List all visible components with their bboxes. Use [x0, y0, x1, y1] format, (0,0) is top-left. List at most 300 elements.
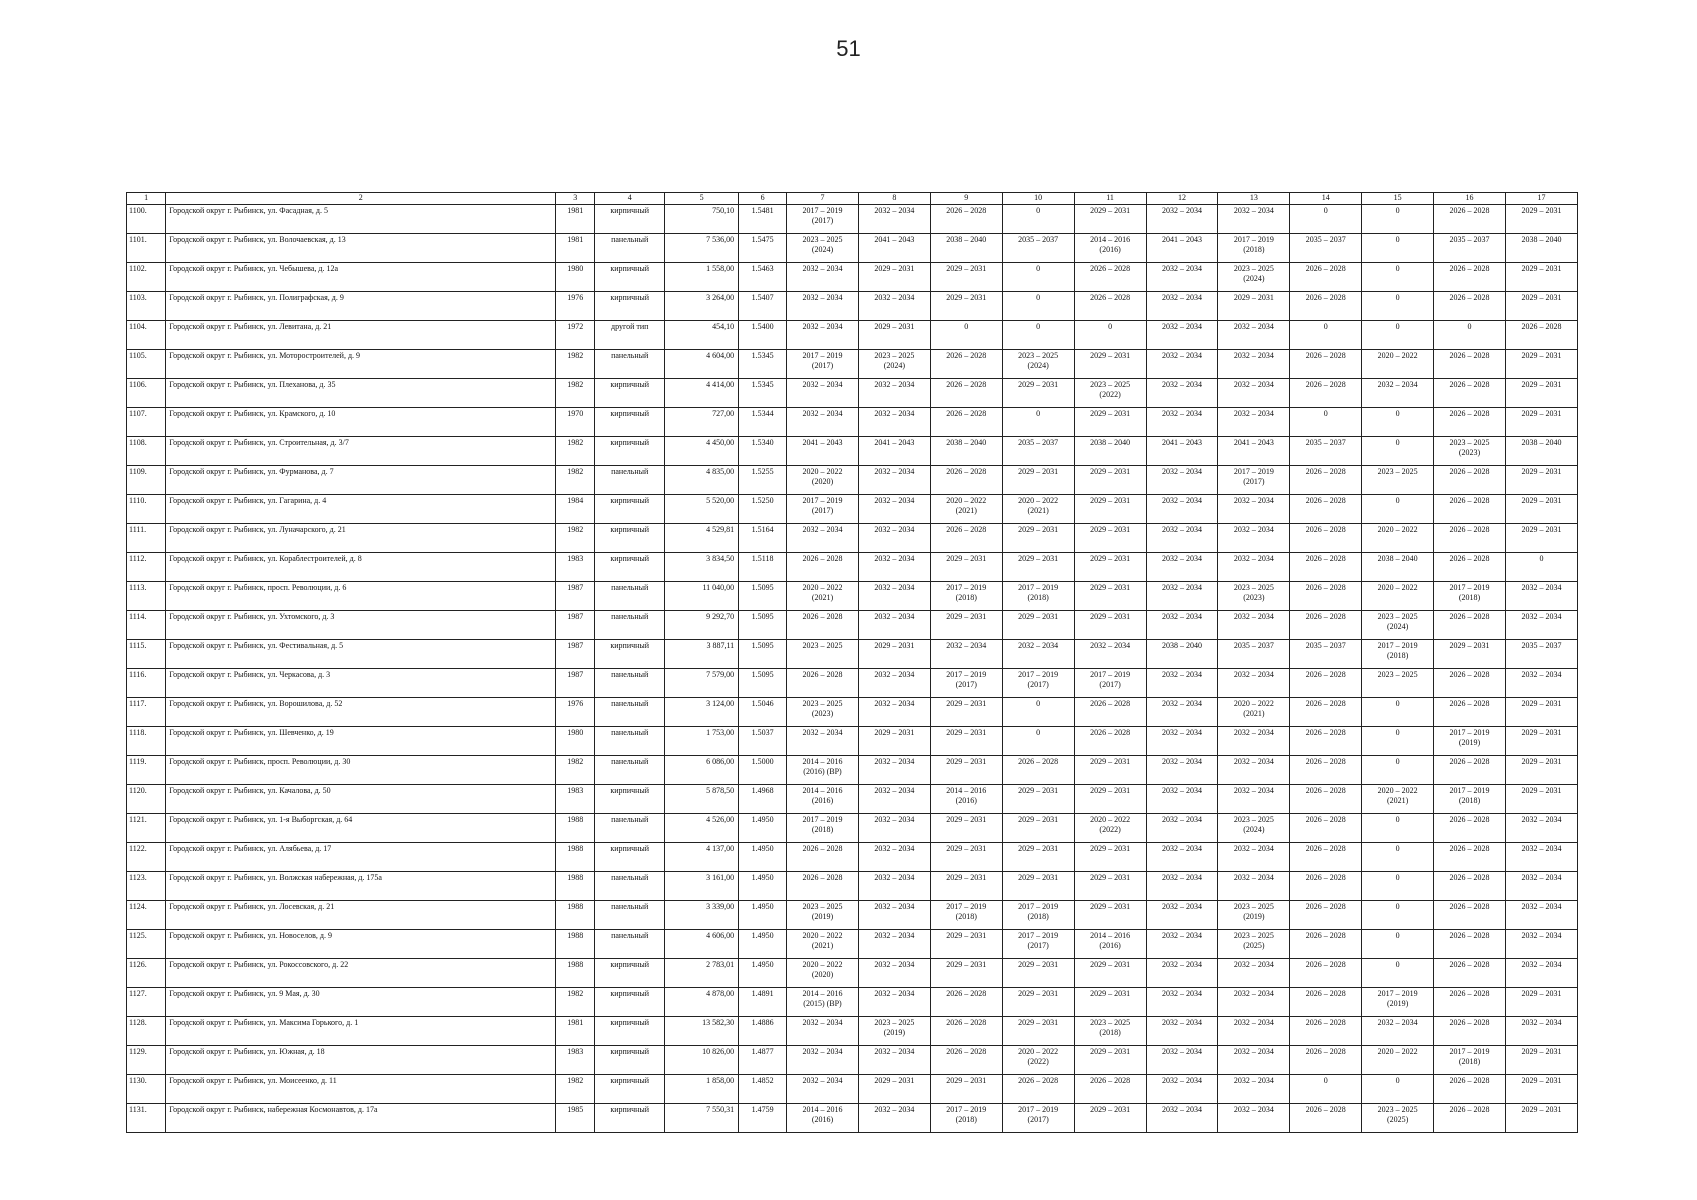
index-cell: 1.5400 — [739, 321, 787, 350]
period-cell: 2032 – 2034 — [1218, 669, 1290, 698]
period-cell: 2032 – 2034 — [787, 727, 859, 756]
row-number-cell: 1108. — [127, 437, 166, 466]
period-cell: 2032 – 2034 — [1146, 901, 1218, 930]
period-cell: 2026 – 2028 — [1434, 901, 1506, 930]
index-cell: 1.5037 — [739, 727, 787, 756]
wall-material-cell: кирпичный — [595, 495, 665, 524]
index-cell: 1.4891 — [739, 988, 787, 1017]
period-cell: 2026 – 2028 — [1434, 1104, 1506, 1133]
address-cell: Городской округ г. Рыбинск, ул. Гагарина, д. 4 — [166, 495, 556, 524]
period-cell: 2032 – 2034 — [787, 1075, 859, 1104]
area-cell: 4 414,00 — [665, 379, 739, 408]
period-cell: 2032 – 2034 — [1218, 1017, 1290, 1046]
period-cell: 2035 – 2037 — [1290, 234, 1362, 263]
period-cell: 2032 – 2034 — [858, 553, 930, 582]
period-cell: 2035 – 2037 — [1002, 234, 1074, 263]
index-cell: 1.5344 — [739, 408, 787, 437]
period-cell: 0 — [1002, 698, 1074, 727]
wall-material-cell: кирпичный — [595, 1075, 665, 1104]
period-cell: 2029 – 2031 — [930, 292, 1002, 321]
index-cell: 1.5340 — [739, 437, 787, 466]
table-row — [127, 292, 1578, 321]
wall-material-cell: панельный — [595, 611, 665, 640]
period-cell: 2029 – 2031 — [930, 814, 1002, 843]
index-cell: 1.5475 — [739, 234, 787, 263]
year-cell: 1988 — [556, 901, 595, 930]
period-cell: 2032 – 2034 — [1218, 1104, 1290, 1133]
wall-material-cell: кирпичный — [595, 1104, 665, 1133]
period-cell: 2032 – 2034 — [858, 698, 930, 727]
year-cell: 1982 — [556, 437, 595, 466]
period-cell: 2023 – 2025 (2019) — [858, 1017, 930, 1046]
table-row — [127, 553, 1578, 582]
area-cell: 4 606,00 — [665, 930, 739, 959]
period-cell: 2041 – 2043 — [787, 437, 859, 466]
period-cell: 2032 – 2034 — [858, 669, 930, 698]
address-cell: Городской округ г. Рыбинск, ул. Новоселов, д. 9 — [166, 930, 556, 959]
period-cell: 2020 – 2022 — [1362, 524, 1434, 553]
period-cell: 0 — [1362, 408, 1434, 437]
index-cell: 1.5407 — [739, 292, 787, 321]
period-cell: 2026 – 2028 — [787, 553, 859, 582]
period-cell: 2029 – 2031 — [858, 321, 930, 350]
area-cell: 3 887,11 — [665, 640, 739, 669]
period-cell: 2017 – 2019 (2018) — [930, 582, 1002, 611]
period-cell: 2026 – 2028 — [1074, 727, 1146, 756]
period-cell: 2026 – 2028 — [1290, 379, 1362, 408]
period-cell: 2035 – 2037 — [1290, 640, 1362, 669]
period-cell: 2032 – 2034 — [787, 524, 859, 553]
period-cell: 2026 – 2028 — [1290, 843, 1362, 872]
table-row — [127, 698, 1578, 727]
period-cell: 0 — [1362, 263, 1434, 292]
table-row — [127, 234, 1578, 263]
wall-material-cell: кирпичный — [595, 205, 665, 234]
period-cell: 2032 – 2034 — [787, 263, 859, 292]
period-cell: 2032 – 2034 — [1218, 524, 1290, 553]
period-cell: 0 — [1362, 814, 1434, 843]
period-cell: 0 — [1362, 437, 1434, 466]
period-cell: 2029 – 2031 — [1505, 466, 1577, 495]
year-cell: 1982 — [556, 379, 595, 408]
column-header-17: 17 — [1505, 193, 1577, 205]
period-cell: 0 — [1002, 321, 1074, 350]
period-cell: 2029 – 2031 — [930, 756, 1002, 785]
period-cell: 2026 – 2028 — [1290, 1104, 1362, 1133]
period-cell: 2032 – 2034 — [858, 872, 930, 901]
period-cell: 2026 – 2028 — [1002, 756, 1074, 785]
period-cell: 2026 – 2028 — [1434, 466, 1506, 495]
period-cell: 2026 – 2028 — [1434, 756, 1506, 785]
period-cell: 2017 – 2019 (2018) — [930, 901, 1002, 930]
period-cell: 2041 – 2043 — [858, 234, 930, 263]
period-cell: 2032 – 2034 — [787, 292, 859, 321]
column-header-1: 1 — [127, 193, 166, 205]
period-cell: 2026 – 2028 — [1074, 292, 1146, 321]
period-cell: 0 — [1002, 408, 1074, 437]
table-row — [127, 582, 1578, 611]
year-cell: 1983 — [556, 785, 595, 814]
row-number-cell: 1127. — [127, 988, 166, 1017]
year-cell: 1984 — [556, 495, 595, 524]
year-cell: 1987 — [556, 669, 595, 698]
period-cell: 2029 – 2031 — [1434, 640, 1506, 669]
period-cell: 0 — [1362, 205, 1434, 234]
period-cell: 0 — [1002, 727, 1074, 756]
table-row — [127, 756, 1578, 785]
index-cell: 1.5164 — [739, 524, 787, 553]
period-cell: 2032 – 2034 — [1146, 930, 1218, 959]
period-cell: 2029 – 2031 — [1505, 350, 1577, 379]
period-cell: 2026 – 2028 — [1290, 524, 1362, 553]
period-cell: 2023 – 2025 (2019) — [1218, 901, 1290, 930]
period-cell: 2023 – 2025 (2023) — [1218, 582, 1290, 611]
wall-material-cell: кирпичный — [595, 263, 665, 292]
period-cell: 2029 – 2031 — [858, 727, 930, 756]
row-number-cell: 1112. — [127, 553, 166, 582]
period-cell: 2032 – 2034 — [930, 640, 1002, 669]
year-cell: 1987 — [556, 582, 595, 611]
period-cell: 2032 – 2034 — [1362, 379, 1434, 408]
address-cell: Городской округ г. Рыбинск, ул. Фурманова, д. 7 — [166, 466, 556, 495]
period-cell: 2032 – 2034 — [1146, 524, 1218, 553]
period-cell: 2026 – 2028 — [1434, 1075, 1506, 1104]
wall-material-cell: панельный — [595, 727, 665, 756]
period-cell: 2035 – 2037 — [1218, 640, 1290, 669]
period-cell: 2017 – 2019 (2018) — [1002, 901, 1074, 930]
period-cell: 2014 – 2016 (2016) (ВР) — [787, 756, 859, 785]
period-cell: 2032 – 2034 — [1218, 553, 1290, 582]
index-cell: 1.4950 — [739, 814, 787, 843]
period-cell: 2029 – 2031 — [1074, 959, 1146, 988]
index-cell: 1.5345 — [739, 350, 787, 379]
period-cell: 2017 – 2019 (2018) — [1002, 582, 1074, 611]
area-cell: 3 264,00 — [665, 292, 739, 321]
table-row — [127, 611, 1578, 640]
period-cell: 2032 – 2034 — [1002, 640, 1074, 669]
address-cell: Городской округ г. Рыбинск, ул. Крамского, д. 10 — [166, 408, 556, 437]
table-row — [127, 437, 1578, 466]
period-cell: 2032 – 2034 — [1146, 1017, 1218, 1046]
period-cell: 0 — [1362, 234, 1434, 263]
period-cell: 2026 – 2028 — [1434, 553, 1506, 582]
period-cell: 2032 – 2034 — [1146, 582, 1218, 611]
wall-material-cell: панельный — [595, 872, 665, 901]
period-cell: 2029 – 2031 — [1074, 1046, 1146, 1075]
wall-material-cell: панельный — [595, 814, 665, 843]
period-cell: 2029 – 2031 — [1074, 1104, 1146, 1133]
address-cell: Городской округ г. Рыбинск, ул. Черкасова, д. 3 — [166, 669, 556, 698]
period-cell: 2023 – 2025 (2024) — [1218, 814, 1290, 843]
period-cell: 2014 – 2016 (2016) — [930, 785, 1002, 814]
address-cell: Городской округ г. Рыбинск, ул. Фестивальная, д. 5 — [166, 640, 556, 669]
year-cell: 1982 — [556, 1075, 595, 1104]
year-cell: 1985 — [556, 1104, 595, 1133]
period-cell: 2014 – 2016 (2016) — [787, 785, 859, 814]
period-cell: 0 — [1362, 292, 1434, 321]
period-cell: 2029 – 2031 — [1074, 843, 1146, 872]
row-number-cell: 1130. — [127, 1075, 166, 1104]
period-cell: 2023 – 2025 (2022) — [1074, 379, 1146, 408]
period-cell: 2032 – 2034 — [1146, 350, 1218, 379]
period-cell: 2029 – 2031 — [1505, 1075, 1577, 1104]
address-cell: Городской округ г. Рыбинск, просп. Революции, д. 30 — [166, 756, 556, 785]
year-cell: 1988 — [556, 843, 595, 872]
period-cell: 2017 – 2019 (2017) — [787, 205, 859, 234]
wall-material-cell: кирпичный — [595, 437, 665, 466]
period-cell: 2020 – 2022 (2021) — [1002, 495, 1074, 524]
period-cell: 2029 – 2031 — [1002, 988, 1074, 1017]
period-cell: 2020 – 2022 (2021) — [787, 930, 859, 959]
address-cell: Городской округ г. Рыбинск, ул. Кораблестроителей, д. 8 — [166, 553, 556, 582]
period-cell: 2032 – 2034 — [1146, 292, 1218, 321]
period-cell: 2032 – 2034 — [1218, 959, 1290, 988]
period-cell: 2026 – 2028 — [1434, 611, 1506, 640]
period-cell: 2032 – 2034 — [1146, 843, 1218, 872]
period-cell: 2032 – 2034 — [1218, 1046, 1290, 1075]
row-number-cell: 1114. — [127, 611, 166, 640]
year-cell: 1983 — [556, 1046, 595, 1075]
address-cell: Городской округ г. Рыбинск, просп. Революции, д. 6 — [166, 582, 556, 611]
period-cell: 2026 – 2028 — [1290, 1046, 1362, 1075]
period-cell: 2029 – 2031 — [1074, 524, 1146, 553]
year-cell: 1981 — [556, 205, 595, 234]
period-cell: 2032 – 2034 — [1218, 988, 1290, 1017]
period-cell: 0 — [1434, 321, 1506, 350]
table-row — [127, 959, 1578, 988]
period-cell: 2026 – 2028 — [1290, 901, 1362, 930]
period-cell: 2026 – 2028 — [1434, 814, 1506, 843]
period-cell: 2023 – 2025 — [787, 640, 859, 669]
wall-material-cell: кирпичный — [595, 1046, 665, 1075]
column-header-2: 2 — [166, 193, 556, 205]
period-cell: 2029 – 2031 — [930, 872, 1002, 901]
year-cell: 1982 — [556, 524, 595, 553]
period-cell: 2023 – 2025 — [1362, 466, 1434, 495]
index-cell: 1.4950 — [739, 959, 787, 988]
period-cell: 2017 – 2019 (2017) — [787, 495, 859, 524]
table-row — [127, 727, 1578, 756]
period-cell: 2029 – 2031 — [1002, 785, 1074, 814]
area-cell: 9 292,70 — [665, 611, 739, 640]
period-cell: 2032 – 2034 — [858, 843, 930, 872]
table-row — [127, 1104, 1578, 1133]
period-cell: 2035 – 2037 — [1002, 437, 1074, 466]
row-number-cell: 1102. — [127, 263, 166, 292]
period-cell: 2026 – 2028 — [930, 466, 1002, 495]
year-cell: 1976 — [556, 292, 595, 321]
column-number-row — [127, 193, 1578, 205]
period-cell: 2026 – 2028 — [1290, 466, 1362, 495]
period-cell: 2032 – 2034 — [1146, 1046, 1218, 1075]
period-cell: 2029 – 2031 — [1505, 263, 1577, 292]
period-cell: 2026 – 2028 — [1434, 988, 1506, 1017]
year-cell: 1982 — [556, 756, 595, 785]
period-cell: 2032 – 2034 — [1505, 669, 1577, 698]
period-cell: 2032 – 2034 — [787, 1046, 859, 1075]
period-cell: 2014 – 2016 (2016) — [1074, 930, 1146, 959]
column-header-7: 7 — [787, 193, 859, 205]
period-cell: 2026 – 2028 — [1290, 582, 1362, 611]
period-cell: 2026 – 2028 — [1434, 843, 1506, 872]
wall-material-cell: кирпичный — [595, 959, 665, 988]
index-cell: 1.5250 — [739, 495, 787, 524]
row-number-cell: 1120. — [127, 785, 166, 814]
period-cell: 2032 – 2034 — [787, 1017, 859, 1046]
period-cell: 2029 – 2031 — [930, 698, 1002, 727]
area-cell: 1 858,00 — [665, 1075, 739, 1104]
address-cell: Городской округ г. Рыбинск, ул. Волжская набережная, д. 175а — [166, 872, 556, 901]
wall-material-cell: панельный — [595, 756, 665, 785]
year-cell: 1987 — [556, 640, 595, 669]
period-cell: 2032 – 2034 — [858, 959, 930, 988]
period-cell: 0 — [1362, 698, 1434, 727]
period-cell: 2020 – 2022 (2022) — [1002, 1046, 1074, 1075]
period-cell: 2023 – 2025 (2023) — [787, 698, 859, 727]
address-cell: Городской округ г. Рыбинск, ул. Алябьева, д. 17 — [166, 843, 556, 872]
period-cell: 2029 – 2031 — [1505, 292, 1577, 321]
year-cell: 1982 — [556, 988, 595, 1017]
period-cell: 0 — [1362, 1075, 1434, 1104]
index-cell: 1.4886 — [739, 1017, 787, 1046]
period-cell: 2032 – 2034 — [1218, 785, 1290, 814]
wall-material-cell: другой тип — [595, 321, 665, 350]
period-cell: 2035 – 2037 — [1290, 437, 1362, 466]
period-cell: 2029 – 2031 — [1505, 1104, 1577, 1133]
period-cell: 2026 – 2028 — [1434, 872, 1506, 901]
period-cell: 2038 – 2040 — [1362, 553, 1434, 582]
period-cell: 2026 – 2028 — [1434, 524, 1506, 553]
period-cell: 2020 – 2022 (2021) — [930, 495, 1002, 524]
period-cell: 0 — [1505, 553, 1577, 582]
period-cell: 2029 – 2031 — [858, 1075, 930, 1104]
year-cell: 1987 — [556, 611, 595, 640]
period-cell: 2023 – 2025 (2025) — [1218, 930, 1290, 959]
area-cell: 3 834,50 — [665, 553, 739, 582]
period-cell: 2026 – 2028 — [930, 988, 1002, 1017]
period-cell: 2023 – 2025 (2025) — [1362, 1104, 1434, 1133]
wall-material-cell: панельный — [595, 698, 665, 727]
period-cell: 2026 – 2028 — [1505, 321, 1577, 350]
period-cell: 2029 – 2031 — [1074, 756, 1146, 785]
row-number-cell: 1131. — [127, 1104, 166, 1133]
index-cell: 1.4852 — [739, 1075, 787, 1104]
period-cell: 2017 – 2019 (2017) — [1002, 669, 1074, 698]
period-cell: 2032 – 2034 — [858, 785, 930, 814]
period-cell: 2029 – 2031 — [1002, 611, 1074, 640]
address-cell: Городской округ г. Рыбинск, ул. Качалова, д. 50 — [166, 785, 556, 814]
period-cell: 2029 – 2031 — [1002, 1017, 1074, 1046]
period-cell: 2029 – 2031 — [1505, 205, 1577, 234]
period-cell: 2032 – 2034 — [1146, 872, 1218, 901]
period-cell: 0 — [1362, 321, 1434, 350]
period-cell: 2020 – 2022 — [1362, 1046, 1434, 1075]
year-cell: 1976 — [556, 698, 595, 727]
period-cell: 2017 – 2019 (2018) — [1218, 234, 1290, 263]
period-cell: 2032 – 2034 — [858, 901, 930, 930]
period-cell: 0 — [1362, 756, 1434, 785]
period-cell: 2023 – 2025 (2024) — [787, 234, 859, 263]
period-cell: 2029 – 2031 — [1002, 843, 1074, 872]
year-cell: 1980 — [556, 727, 595, 756]
wall-material-cell: кирпичный — [595, 988, 665, 1017]
period-cell: 2023 – 2025 (2023) — [1434, 437, 1506, 466]
period-cell: 2020 – 2022 (2021) — [1218, 698, 1290, 727]
period-cell: 2032 – 2034 — [1505, 959, 1577, 988]
period-cell: 2032 – 2034 — [787, 408, 859, 437]
wall-material-cell: панельный — [595, 582, 665, 611]
index-cell: 1.5345 — [739, 379, 787, 408]
period-cell: 2032 – 2034 — [1505, 1017, 1577, 1046]
period-cell: 2029 – 2031 — [1002, 466, 1074, 495]
period-cell: 2032 – 2034 — [858, 930, 930, 959]
period-cell: 2032 – 2034 — [1505, 901, 1577, 930]
table-row — [127, 814, 1578, 843]
address-cell: Городской округ г. Рыбинск, ул. Волочаевская, д. 13 — [166, 234, 556, 263]
period-cell: 2032 – 2034 — [1146, 698, 1218, 727]
period-cell: 2020 – 2022 — [1362, 350, 1434, 379]
period-cell: 2029 – 2031 — [1505, 379, 1577, 408]
period-cell: 2032 – 2034 — [1074, 640, 1146, 669]
period-cell: 2029 – 2031 — [1002, 524, 1074, 553]
period-cell: 2014 – 2016 (2016) — [1074, 234, 1146, 263]
period-cell: 2026 – 2028 — [787, 872, 859, 901]
period-cell: 2026 – 2028 — [787, 611, 859, 640]
period-cell: 2029 – 2031 — [930, 727, 1002, 756]
table-row — [127, 379, 1578, 408]
row-number-cell: 1113. — [127, 582, 166, 611]
period-cell: 2029 – 2031 — [858, 263, 930, 292]
period-cell: 2026 – 2028 — [1290, 553, 1362, 582]
period-cell: 2029 – 2031 — [930, 1075, 1002, 1104]
year-cell: 1981 — [556, 234, 595, 263]
period-cell: 0 — [1290, 1075, 1362, 1104]
period-cell: 2032 – 2034 — [858, 1104, 930, 1133]
period-cell: 2026 – 2028 — [1290, 727, 1362, 756]
wall-material-cell: панельный — [595, 466, 665, 495]
period-cell: 0 — [1002, 292, 1074, 321]
index-cell: 1.5095 — [739, 669, 787, 698]
period-cell: 2026 – 2028 — [930, 408, 1002, 437]
period-cell: 2026 – 2028 — [1290, 872, 1362, 901]
period-cell: 2029 – 2031 — [1074, 553, 1146, 582]
period-cell: 2032 – 2034 — [858, 1046, 930, 1075]
index-cell: 1.4950 — [739, 843, 787, 872]
period-cell: 2032 – 2034 — [787, 321, 859, 350]
wall-material-cell: кирпичный — [595, 785, 665, 814]
period-cell: 2026 – 2028 — [1434, 408, 1506, 437]
period-cell: 2038 – 2040 — [930, 437, 1002, 466]
year-cell: 1981 — [556, 1017, 595, 1046]
area-cell: 13 582,30 — [665, 1017, 739, 1046]
period-cell: 2026 – 2028 — [787, 843, 859, 872]
table-row — [127, 1017, 1578, 1046]
period-cell: 2029 – 2031 — [1505, 408, 1577, 437]
index-cell: 1.4950 — [739, 901, 787, 930]
period-cell: 2032 – 2034 — [1505, 582, 1577, 611]
table-row — [127, 1075, 1578, 1104]
period-cell: 2038 – 2040 — [1505, 234, 1577, 263]
period-cell: 0 — [1290, 408, 1362, 437]
period-cell: 2026 – 2028 — [1290, 959, 1362, 988]
row-number-cell: 1116. — [127, 669, 166, 698]
row-number-cell: 1118. — [127, 727, 166, 756]
row-number-cell: 1128. — [127, 1017, 166, 1046]
address-cell: Городской округ г. Рыбинск, ул. Южная, д. 18 — [166, 1046, 556, 1075]
wall-material-cell: панельный — [595, 669, 665, 698]
period-cell: 2026 – 2028 — [1434, 263, 1506, 292]
row-number-cell: 1129. — [127, 1046, 166, 1075]
